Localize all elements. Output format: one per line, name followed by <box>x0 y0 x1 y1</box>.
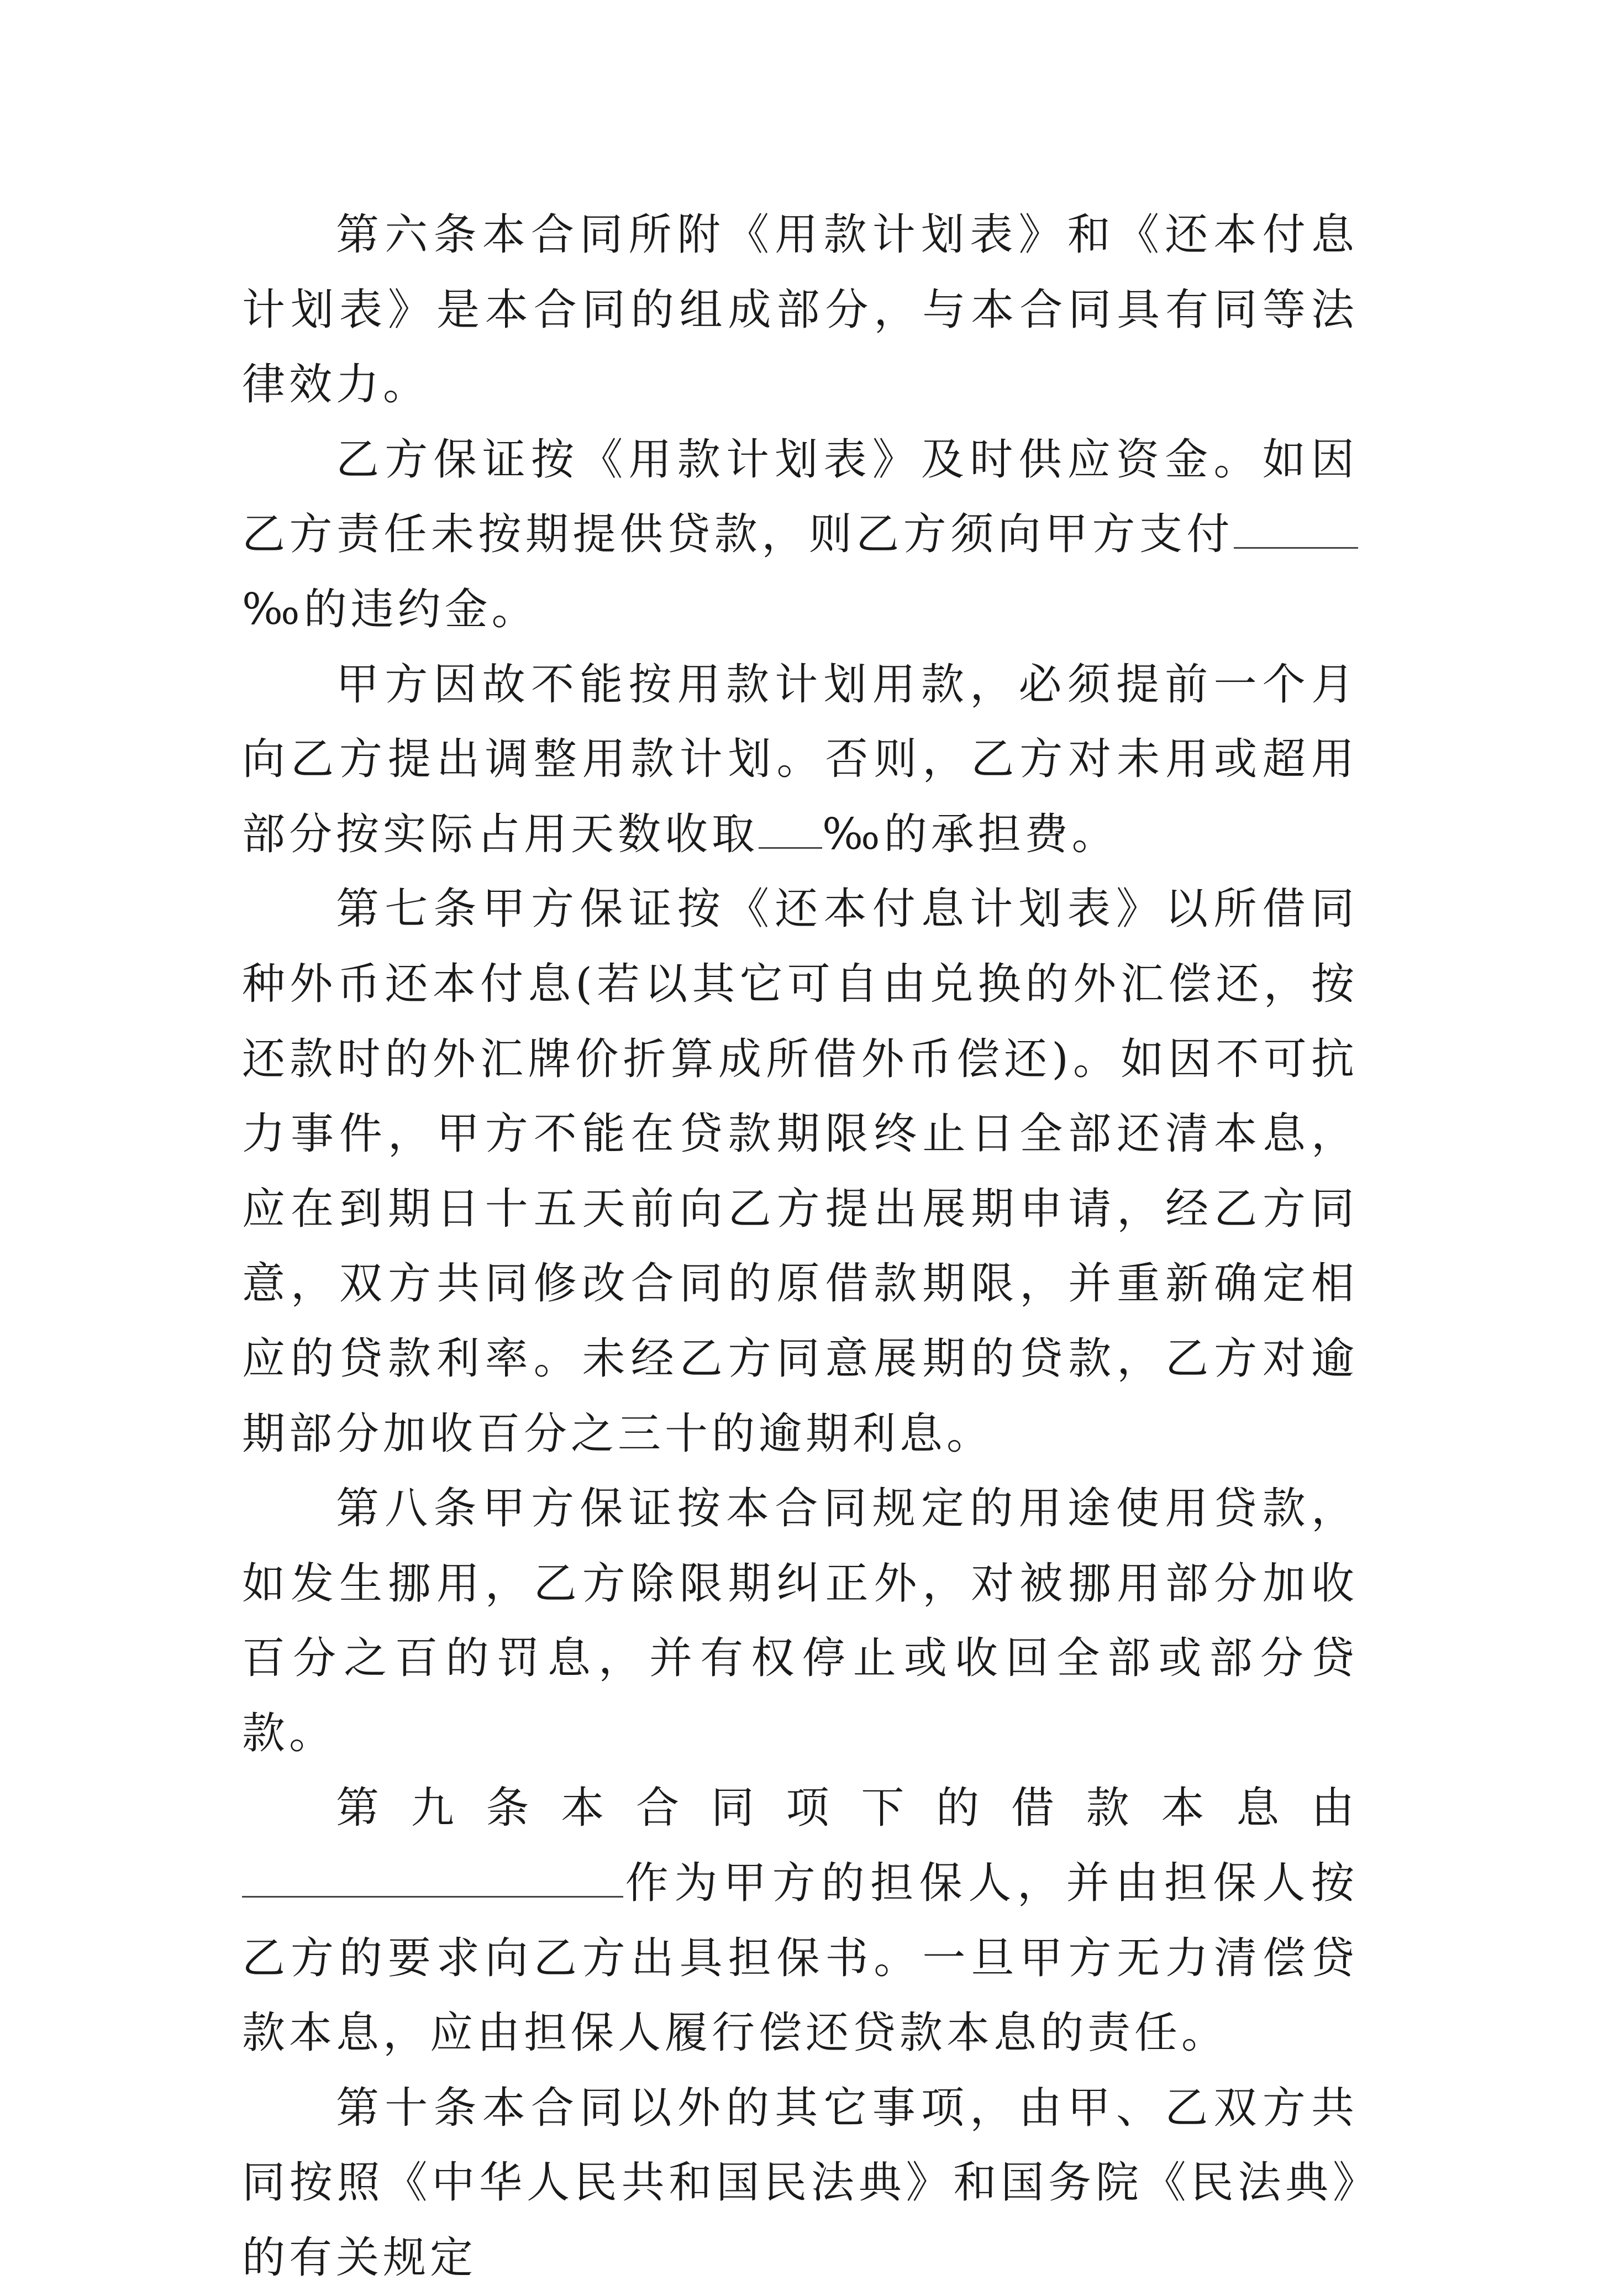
paragraph-article-8 <box>242 1472 1358 1771</box>
paragraph-supply-funds <box>242 423 1358 648</box>
paragraph-article-10 <box>242 2071 1358 2296</box>
paragraph-text: ‰的违约金。 <box>242 584 539 634</box>
penalty-rate-blank <box>1234 504 1358 549</box>
paragraph-text: 乙方保证按《用款计划表》及时供应资金。如因乙方责任未按期提供贷款，则乙方须向甲方支付 <box>242 434 1358 560</box>
paragraph-text: 第九条本合同项下的借款本息由 <box>336 1783 1358 1833</box>
paragraph-text: 作为甲方的担保人，并由担保人按乙方的要求向乙方出具担保书。一旦甲方无力清偿贷款本息，应由担保人履行偿还贷款本息的责任。 <box>242 1858 1358 2058</box>
paragraph-text: 第六条本合同所附《用款计划表》和《还本付息计划表》是本合同的组成部分，与本合同具有同等法律效力。 <box>242 210 1358 410</box>
paragraph-text: ‰的承担费。 <box>822 809 1119 859</box>
paragraph-article-7 <box>242 872 1358 1472</box>
paragraph-text: 甲方因故不能按用款计划用款，必须提前一个月向乙方提出调整用款计划。否则，乙方对未用或超用部分按实际占用天数收取 <box>242 659 1358 859</box>
paragraph-text: 第七条甲方保证按《还本付息计划表》以所借同种外币还本付息(若以其它可自由兑换的外汇偿还，按还款时的外汇牌价折算成所借外币偿还)。如因不可抗力事件，甲方不能在贷款期限终止日全部还清本息，应在到期日十五天前向乙方提出展期申请，经乙方同意，双方共同修改合同的原借款期限，并重新确定相应的贷款利率。未经乙方同意展期的贷款，乙方对逾期部分加收百分之三十的逾期利息。 <box>242 884 1358 1459</box>
paragraph-article-9 <box>242 1771 1358 2071</box>
commitment-fee-blank <box>759 804 822 849</box>
paragraph-text: 第八条甲方保证按本合同规定的用途使用贷款，如发生挪用，乙方除限期纠正外，对被挪用部分加收百分之百的罚息，并有权停止或收回全部或部分贷款。 <box>242 1484 1358 1758</box>
guarantor-blank <box>242 1853 623 1898</box>
contract-body <box>242 198 1358 2296</box>
paragraph-text: 第十条本合同以外的其它事项，由甲、乙双方共同按照《中华人民共和国民法典》和国务院《民法典》的有关规定 <box>242 2083 1358 2283</box>
paragraph-article-6 <box>242 198 1358 423</box>
paragraph-adjust-plan <box>242 648 1358 873</box>
